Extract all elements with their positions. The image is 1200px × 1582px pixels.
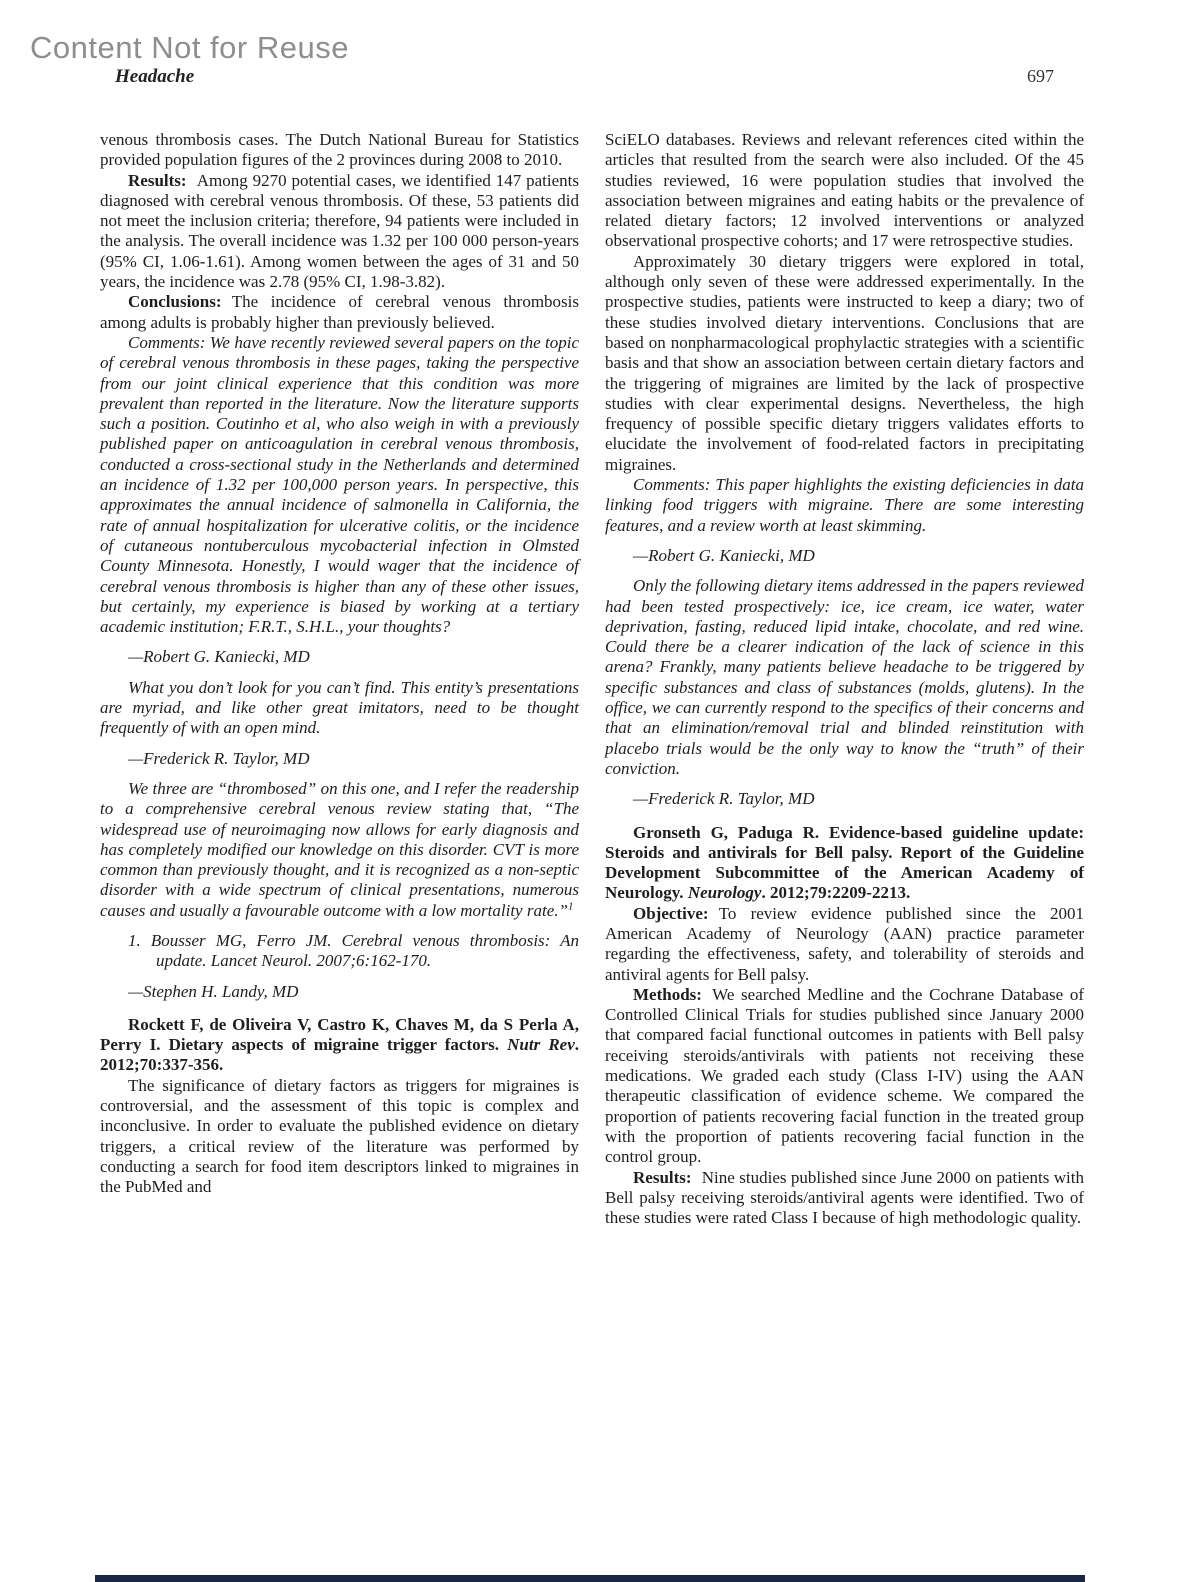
results-label: Results: xyxy=(128,170,187,190)
conclusions-text: The incidence of cerebral venous thrombosis among adults is probably higher than previously believed. xyxy=(100,292,579,332)
objective-paragraph xyxy=(605,904,1084,985)
citation-rockett-authors: Rockett F, de Oliveira V, Castro K, Chaves M, da S Perla A, Perry I. Dietary aspects of migraine trigger factors. xyxy=(100,1014,579,1055)
signature-kaniecki: —Robert G. Kaniecki, MD xyxy=(128,647,310,667)
page-bottom-rule xyxy=(95,1575,1085,1582)
citation-rockett-year: . 2012;70:337-356. xyxy=(100,1035,580,1075)
results-paragraph xyxy=(605,1168,1084,1229)
comments-paragraph: Comments: This paper highlights the existing deficiencies in data linking food triggers with migraine. There are some interesting features, and a review worth at least skimming. xyxy=(605,475,1084,535)
signature-taylor: —Frederick R. Taylor, MD xyxy=(128,748,310,768)
two-column-body xyxy=(100,130,1084,1228)
left-column xyxy=(100,130,579,1228)
reference-item: 1. Bousser MG, Ferro JM. Cerebral venous thrombosis: An update. Lancet Neurol. 2007;6:162-170. xyxy=(128,930,579,971)
results-text: Among 9270 potential cases, we identified 147 patients diagnosed with cerebral venous thrombosis. Of these, 53 patients did not meet the inclusion criteria; therefore, 94 patients were included in the analysis. The overall incidence was 1.32 per 100 000 person-years (95% CI, 1.06-1.61). Among women between the ages of 31 and 50 years, the incidence was 2.78 (95% CI, 1.98-3.82). xyxy=(100,170,579,292)
conclusions-label: Conclusions: xyxy=(128,292,222,312)
citation-gronseth-authors: Gronseth G, Paduga R. Evidence-based guideline update: Steroids and antivirals for Bell palsy. Report of the Guideline Development Subcommittee of the American Academy of Neurology. xyxy=(605,822,1084,903)
results-paragraph xyxy=(100,171,579,293)
conclusions-paragraph xyxy=(100,292,579,333)
citation-rockett xyxy=(100,1015,579,1076)
dietary-significance-paragraph: The significance of dietary factors as triggers for migraines is controversial, and the assessment of this topic is complex and inconclusive. In order to evaluate the published evidence on dietary triggers, a critical review of the literature was performed by conducting a search for food item descriptors linked to migraines in the PubMed and xyxy=(100,1075,579,1197)
methods-label: Methods: xyxy=(633,984,702,1004)
citation-gronseth xyxy=(605,823,1084,904)
page-number: 697 xyxy=(1027,66,1054,86)
right-column xyxy=(605,130,1084,1228)
results-label: Results: xyxy=(633,1167,692,1187)
taylor-comment-paragraph: What you don’t look for you can’t find. This entity’s presentations are myriad, and like other great imitators, need to be thought frequently of with an open mind. xyxy=(100,677,579,738)
results-text: Nine studies published since June 2000 on patients with Bell palsy receiving steroids/antiviral agents were identified. Two of these studies were rated Class I because of high methodologic quality. xyxy=(605,1167,1084,1228)
objective-text: To review evidence published since the 2001 American Academy of Neurology (AAN) practice parameter regarding the effectiveness, safety, and tolerability of steroids and antiviral agents for Bell palsy. xyxy=(605,903,1084,984)
citation-gronseth-journal: Neurology xyxy=(687,883,762,903)
signature-kaniecki: —Robert G. Kaniecki, MD xyxy=(633,545,815,565)
signature-landy: —Stephen H. Landy, MD xyxy=(128,981,299,1001)
objective-label: Objective: xyxy=(633,903,709,923)
methods-text: We searched Medline and the Cochrane Database of Controlled Clinical Trials for studies published since January 2000 that compared facial functional outcomes in patients with Bell palsy receiving steroids/antivirals with patients not receiving these medications. We graded each study (Class I-IV) using the AAN therapeutic classification of evidence scheme. We compared the proportion of patients recovering facial function in the treated group with the proportion of patients recovering facial function in the control group. xyxy=(605,984,1084,1167)
citation-rockett-journal: Nutr Rev xyxy=(507,1035,575,1055)
triggers-paragraph: Approximately 30 dietary triggers were explored in total, although only seven of these were addressed experimentally. In the prospective studies, patients were instructed to keep a diary; two of these studies involved dietary interventions. Conclusions that are based on nonpharmacological prophylactic strategies with a scientific basis and that show an association between certain dietary factors and the triggering of migraines are limited by the lack of prospective studies with clear experimental designs. Nevertheless, the high frequency of possible specific dietary triggers validates efforts to elucidate the involvement of food-related factors in precipitating migraines. xyxy=(605,251,1084,474)
continuation-paragraph: venous thrombosis cases. The Dutch National Bureau for Statistics provided population figures of the 2 provinces during 2008 to 2010. xyxy=(100,130,579,170)
citation-gronseth-year: . 2012;79:2209-2213. xyxy=(761,883,911,903)
landy-comment-text: We three are “thrombosed” on this one, and I refer the readership to a comprehensive cerebral venous review stating that, “The widespread use of neuroimaging now allows for early diagnosis and has completely modified our knowledge on this disorder. CVT is more common than previously thought, and it is recognized as a non-septic disorder with a wide spectrum of clinical presentations, numerous causes and usually a favourable outcome with a low mortality rate.” xyxy=(100,778,579,920)
running-head xyxy=(100,66,1082,88)
comments-paragraph: Comments: We have recently reviewed several papers on the topic of cerebral venous thrombosis in these pages, taking the perspective from our joint clinical experience that this condition was more prevalent than reported in the literature. Now the literature supports such a position. Coutinho et al, who also weigh in with a previously published paper on anticoagulation in cerebral venous thrombosis, conducted a cross-sectional study in the Netherlands and determined an incidence of 1.32 per 100,000 person years. In perspective, this approximates the annual incidence of salmonella in California, the rate of annual hospitalization for ulcerative colitis, or the incidence of cutaneous nontuberculous mycobacterial infection in Olmsted County Minnesota. Honestly, I would wager that the incidence of cerebral venous thrombosis is higher than any of these other issues, but certainly, my experience is biased by working at a tertiary academic institution; F.R.T., S.H.L., your thoughts? xyxy=(100,332,579,637)
methods-paragraph xyxy=(605,985,1084,1168)
journal-title: Headache xyxy=(115,66,195,87)
taylor-comment-paragraph: Only the following dietary items addressed in the papers reviewed had been tested prospectively: ice, ice cream, ice water, water deprivation, fasting, reduced lipid intake, chocolate, and red wine. Could there be a clearer indication of the lack of science in this arena? Frankly, many patients believe headache to be triggered by specific substances and class of substances (molds, glutens). In the office, we can currently respond to the specifics of their concerns and that an elimination/removal trial and blinded reinstitution with placebo trials would be the only way to know the “truth” of their conviction. xyxy=(605,576,1084,778)
landy-comment-paragraph xyxy=(100,779,579,921)
continuation-paragraph: SciELO databases. Reviews and relevant references cited within the articles that resulted from the search were also included. Of the 45 studies reviewed, 16 were population studies that involved the association between migraines and eating habits or the prevalence of related dietary factors; 12 involved interventions or analyzed observational prospective cohorts; and 17 were retrospective studies. xyxy=(605,130,1084,251)
signature-taylor: —Frederick R. Taylor, MD xyxy=(633,789,815,809)
footnote-marker: 1 xyxy=(567,900,574,913)
content-not-for-reuse-watermark: Content Not for Reuse xyxy=(30,30,349,65)
